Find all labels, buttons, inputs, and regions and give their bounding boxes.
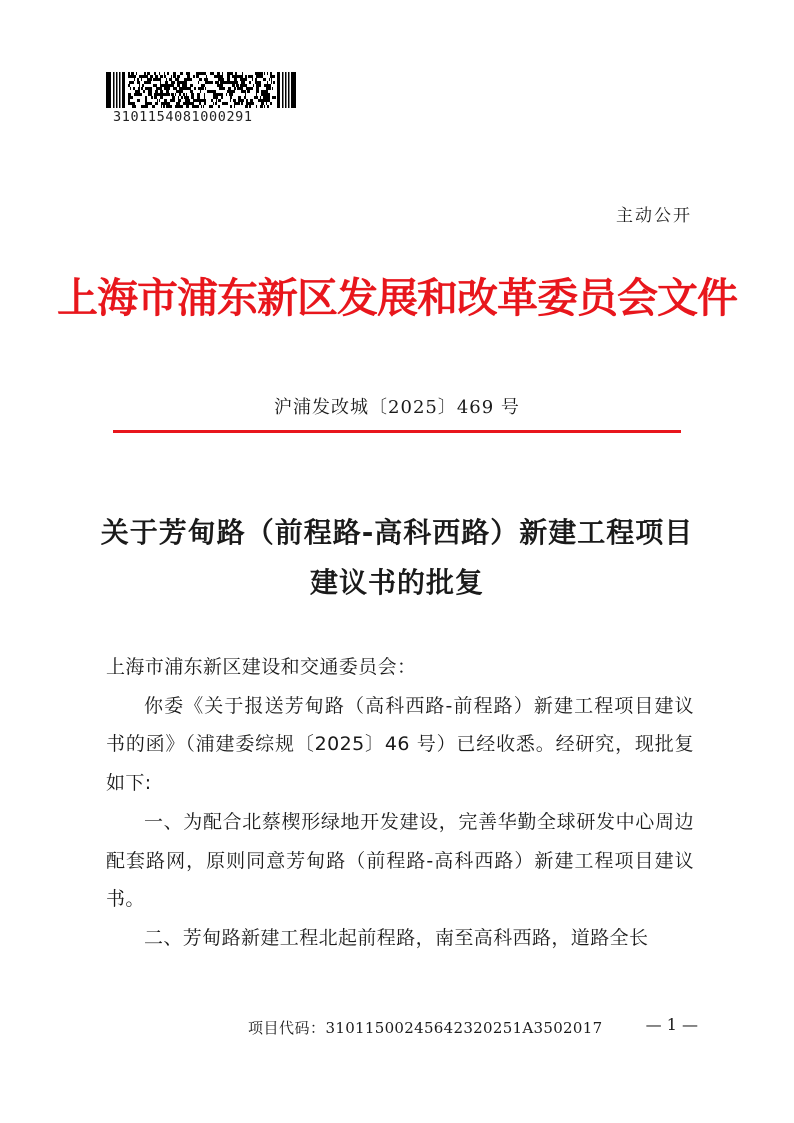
issuer-header-title: 上海市浦东新区发展和改革委员会文件: [57, 274, 737, 322]
document-body: [106, 648, 694, 958]
barcode-number: 3101154081000291: [113, 109, 253, 125]
document-title: [90, 508, 704, 608]
disclosure-label: 主动公开: [616, 206, 692, 226]
document-title-line-2: 建议书的批复: [309, 566, 484, 599]
document-number: 沪浦发改城〔2025〕469 号: [274, 397, 520, 418]
body-paragraph-3: 二、芳甸路新建工程北起前程路，南至高科西路，道路全长: [144, 926, 649, 949]
body-paragraph-1: 你委《关于报送芳甸路（高科西路-前程路）新建工程项目建议书的函》（浦建委综规〔2025〕46 号）已经收悉。经研究，现批复如下:: [106, 694, 694, 795]
body-paragraph-2: 一、为配合北蔡楔形绿地开发建设，完善华勤全球研发中心周边配套路网，原则同意芳甸路（前程路-高科西路）新建工程项目建议书。: [106, 810, 694, 911]
project-code-value: 31011500245642320251A3502017: [325, 1019, 603, 1037]
red-divider-line: [113, 430, 681, 433]
addressee: 上海市浦东新区建设和交通委员会：: [106, 656, 417, 678]
project-code-label: 项目代码：: [248, 1019, 326, 1037]
footer-project-code: [248, 1017, 602, 1038]
document-title-line-1: 关于芳甸路（前程路-高科西路）新建工程项目: [100, 516, 694, 549]
page-number: — 1 —: [645, 1015, 698, 1034]
barcode-image: [106, 72, 296, 108]
